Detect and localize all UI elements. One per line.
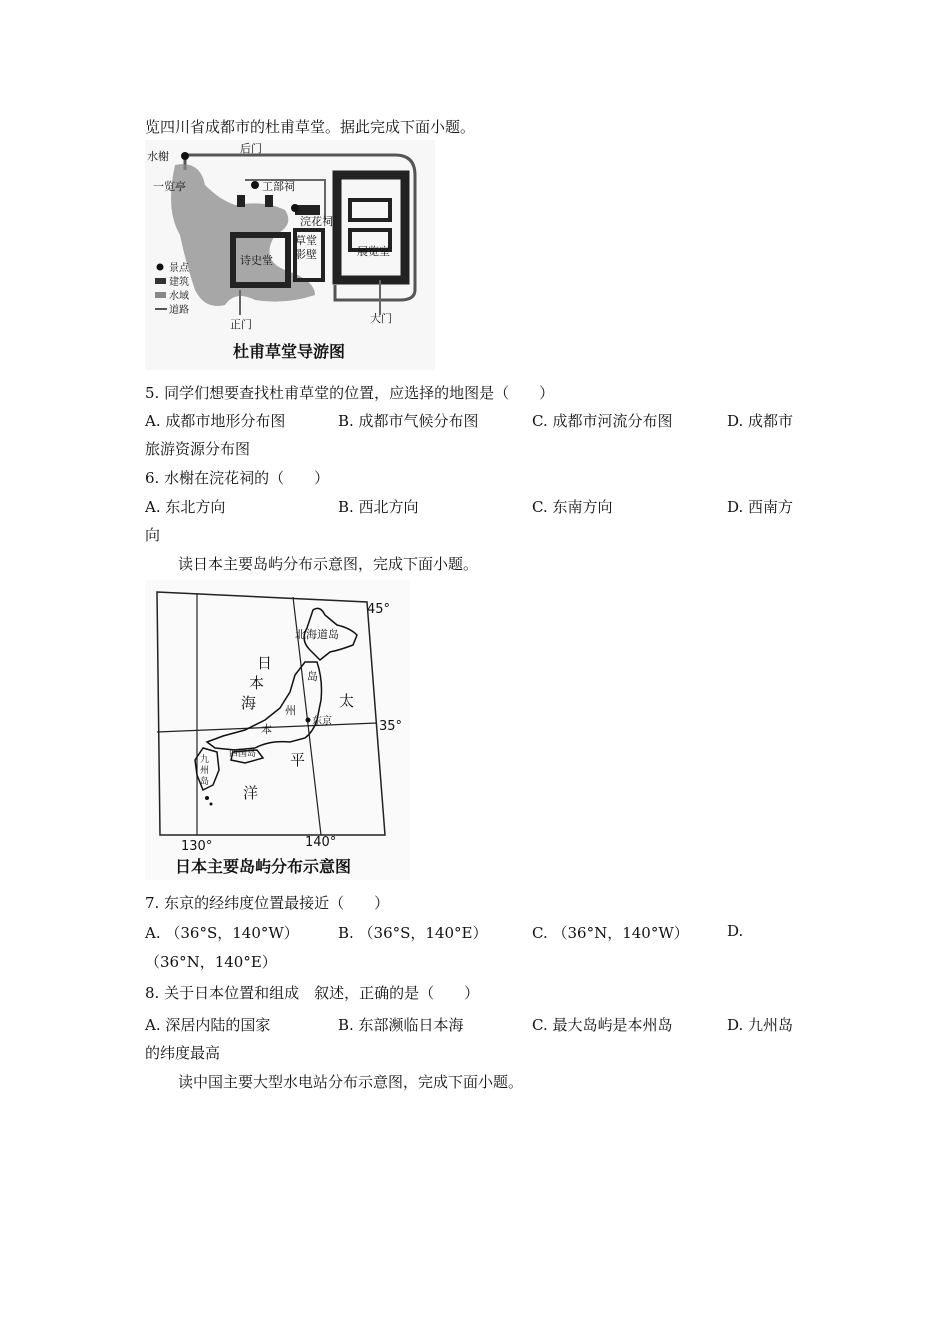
q7-option-a[interactable]: A. （36°S，140°W） (145, 924, 299, 942)
label-sea-1: 日 (257, 654, 273, 672)
label-kyushu-2: 州 (200, 766, 210, 776)
label-ocean-3: 洋 (243, 784, 259, 802)
q5-option-c[interactable]: C. 成都市河流分布图 (532, 412, 673, 430)
label-sea-2: 本 (249, 674, 265, 692)
dufu-cottage-map (145, 140, 435, 370)
label-shuixie: 水榭 (147, 150, 169, 163)
huanhuaci-point (291, 204, 299, 212)
q8-option-c[interactable]: C. 最大岛屿是本州岛 (532, 1016, 673, 1034)
q8-option-b[interactable]: B. 东部濒临日本海 (338, 1016, 464, 1034)
label-sea-3: 海 (241, 694, 257, 712)
label-honshu-1: 本 (261, 723, 272, 736)
q7-stem: 7. 东京的经纬度位置最接近（ ） (145, 894, 390, 912)
label-ocean-2: 平 (290, 751, 306, 769)
label-yingbi: 影壁 (295, 248, 317, 261)
q5-option-d-cont: 旅游资源分布图 (145, 440, 251, 458)
label-honshu-3: 岛 (307, 670, 318, 683)
legend-point: 景点 (169, 263, 189, 274)
intro-text-1: 览四川省成都市的杜甫草堂。据此完成下面小题。 (145, 118, 476, 136)
intro-text-3: 读中国主要大型水电站分布示意图，完成下面小题。 (178, 1073, 524, 1091)
label-shishitang: 诗史堂 (240, 254, 273, 267)
label-tokyo: 东京 (312, 716, 332, 727)
legend-water: 水域 (169, 291, 189, 302)
q6-option-d-cont: 向 (145, 526, 161, 544)
label-damen: 大门 (370, 312, 392, 325)
q5-option-b[interactable]: B. 成都市气候分布图 (338, 412, 479, 430)
q7-option-d-cont: （36°N，140°E） (145, 953, 277, 971)
legend-building: 建筑 (169, 277, 189, 288)
q6-option-b[interactable]: B. 西北方向 (338, 498, 419, 516)
label-zhengmen: 正门 (230, 318, 252, 331)
label-yijianting: 一览亭 (153, 180, 186, 193)
q6-option-a[interactable]: A. 东北方向 (145, 498, 226, 516)
label-kyushu-1: 九 (200, 755, 210, 765)
shuixie-point (181, 152, 189, 160)
japan-islands-map (145, 580, 410, 880)
q6-stem: 6. 水榭在浣花祠的（ ） (145, 469, 330, 487)
label-zhanlanshi: 展览室 (357, 245, 390, 258)
label-shikoku: 四国岛 (229, 749, 257, 759)
q8-option-d-cont: 的纬度最高 (145, 1044, 221, 1062)
q7-option-d[interactable]: D. (727, 922, 744, 940)
q6-option-d[interactable]: D. 西南方 (727, 498, 794, 516)
label-caotang: 草堂 (295, 234, 317, 247)
q5-option-a[interactable]: A. 成都市地形分布图 (145, 412, 286, 430)
intro-text-2: 读日本主要岛屿分布示意图，完成下面小题。 (178, 555, 479, 573)
label-lat-45: 45° (367, 602, 391, 617)
q8-option-a[interactable]: A. 深居内陆的国家 (145, 1016, 271, 1034)
label-kyushu-3: 岛 (200, 777, 210, 787)
q5-option-d[interactable]: D. 成都市 (727, 412, 794, 430)
label-lat-35: 35° (379, 719, 403, 734)
label-honshu-2: 州 (285, 704, 296, 717)
q5-stem: 5. 同学们想要查找杜甫草堂的位置，应选择的地图是（ ） (145, 384, 555, 402)
label-lon-140: 140° (305, 835, 337, 850)
label-houmen: 后门 (240, 142, 262, 155)
q8-stem: 8. 关于日本位置和组成 叙述，正确的是（ ） (145, 984, 480, 1002)
gongbuci-point (251, 181, 259, 189)
label-ocean-1: 太 (339, 692, 355, 710)
label-lon-130: 130° (181, 839, 213, 854)
q8-option-d[interactable]: D. 九州岛 (727, 1016, 794, 1034)
q7-option-b[interactable]: B. （36°S，140°E） (338, 924, 488, 942)
label-gongbuci: 工部祠 (262, 180, 295, 193)
legend-road: 道路 (169, 305, 189, 316)
label-huanhuaci: 浣花祠 (300, 215, 333, 228)
q7-option-c[interactable]: C. （36°N，140°W） (532, 924, 689, 942)
fig1-title: 杜甫草堂导游图 (233, 342, 346, 361)
q6-option-c[interactable]: C. 东南方向 (532, 498, 613, 516)
label-hokkaido: 北海道岛 (295, 628, 339, 641)
fig2-title: 日本主要岛屿分布示意图 (175, 857, 352, 876)
tokyo-point (306, 718, 311, 723)
